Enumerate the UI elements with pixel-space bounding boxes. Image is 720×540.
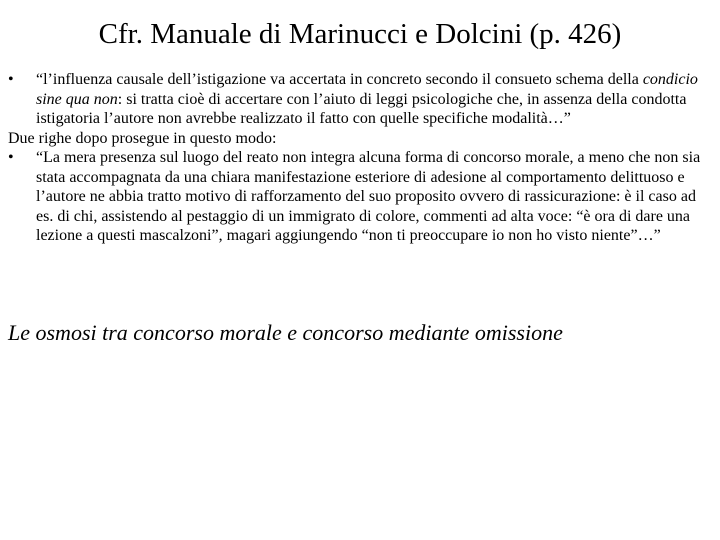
quote-2-text: “La mera presenza sul luogo del reato non integra alcuna forma di concorso morale, a meno che non sia stata accompagnata da una chiara manifestazione esteriore di adesione al comportamento delittuoso e l’autore ne abbia tratto motivo di rafforzamento del suo proposito ovvero di rassicurazione: è il caso ad es. di chi, assistendo al pestaggio di un immigrato di colore, commenti ad alta voce: “è ora di dare una lezione a questi mascalzoni”, magari aggiungendo “non ti preoccupare io non ho visto niente”…” <box>36 149 701 244</box>
slide-body <box>8 70 714 246</box>
transition-line: Due righe dopo prosegue in questo modo: <box>8 129 277 147</box>
bullet-marker: • <box>8 149 14 166</box>
quote-1-text-end: : si tratta cioè di accertare con l’aiuto di leggi psicologiche che, in assenza della condotta istigatoria l’autore non avrebbe realizzato il fatto con quelle specifiche modalità…” <box>36 90 687 127</box>
quote-bullet-1 <box>8 70 714 129</box>
quote-bullet-2 <box>8 148 714 246</box>
bullet-marker: • <box>8 71 14 88</box>
quote-1-latin-term: condicio sine qua non <box>36 71 698 108</box>
section-heading: Le osmosi tra concorso morale e concorso mediante omissione <box>8 320 563 345</box>
quote-1-text-start: “l’influenza causale dell’istigazione va accertata in concreto secondo il consueto schema della <box>36 71 643 88</box>
slide-title: Cfr. Manuale di Marinucci e Dolcini (p. 426) <box>98 18 622 50</box>
